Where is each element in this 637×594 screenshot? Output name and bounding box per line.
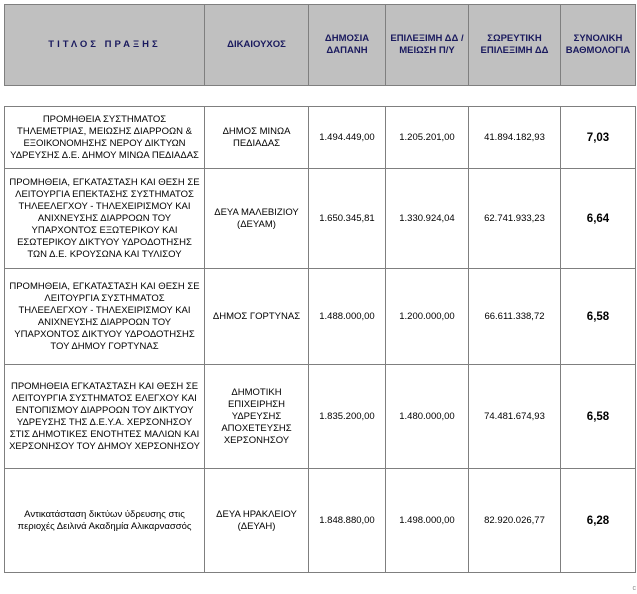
header-cumulative-eligible: ΣΩΡΕΥΤΙΚΗ ΕΠΙΛΕΞΙΜΗ ΔΔ [469,5,561,86]
row-cumulative-eligible: 66.611.338,72 [469,269,561,365]
row-score: 6,58 [561,269,636,365]
row-title: ΠΡΟΜΗΘΕΙΑ ΣΥΣΤΗΜΑΤΟΣ ΤΗΛΕΜΕΤΡΙΑΣ, ΜΕΙΩΣΗΣ ΔΙΑΡΡΟΩΝ & ΕΞΟΙΚΟΝΟΜΗΣΗΣ ΝΕΡΟΥ ΔΙΚΤΥΩΝ ΥΔΡΕΥΣΗΣ Δ.Ε. ΔΗΜΟΥ ΜΙΝΩΑ ΠΕΔΙΑΔΑΣ [5,107,205,169]
table-row [5,107,636,169]
row-score: 6,28 [561,469,636,573]
header-beneficiary: ΔΙΚΑΙΟΥΧΟΣ [205,5,309,86]
row-public-expense: 1.488.000,00 [309,269,386,365]
row-score: 6,58 [561,365,636,469]
row-eligible-reduction: 1.330.924,04 [386,169,469,269]
row-eligible-reduction: 1.498.000,00 [386,469,469,573]
row-title: ΠΡΟΜΗΘΕΙΑ ΕΓΚΑΤΑΣΤΑΣΗ ΚΑΙ ΘΕΣΗ ΣΕ ΛΕΙΤΟΥΡΓΙΑ ΣΥΣΤΗΜΑΤΟΣ ΕΛΕΓΧΟΥ ΚΑΙ ΕΝΤΟΠΙΣΜΟΥ ΔΙΑΡΡΟΩΝ ΤΟΥ ΔΙΚΤΥΟΥ ΥΔΡΕΥΣΗΣ ΤΗΣ Δ.Ε.Υ.Α. ΧΕΡΣΟΝΗΣΟΥ ΣΤΙΣ ΔΗΜΟΤΙΚΕΣ ΕΝΟΤΗΤΕΣ ΜΑΛΙΩΝ ΚΑΙ ΧΕΡΣΟΝΗΣΟΥ ΤΟΥ ΔΗΜΟΥ ΧΕΡΣΟΝΗΣΟΥ [5,365,205,469]
row-score: 6,64 [561,169,636,269]
header-row [5,5,636,86]
header-public-expense: ΔΗΜΟΣΙΑ ΔΑΠΑΝΗ [309,5,386,86]
row-cumulative-eligible: 41.894.182,93 [469,107,561,169]
row-beneficiary: ΔΗΜΟΤΙΚΗ ΕΠΙΧΕΙΡΗΣΗ ΥΔΡΕΥΣΗΣ ΑΠΟΧΕΤΕΥΣΗΣ ΧΕΡΣΟΝΗΣΟΥ [205,365,309,469]
row-public-expense: 1.494.449,00 [309,107,386,169]
header-total-score: ΣΥΝΟΛΙΚΗ ΒΑΘΜΟΛΟΓΙΑ [561,5,636,86]
header-eligible-reduction: ΕΠΙΛΕΞΙΜΗ ΔΔ / ΜΕΙΩΣΗ Π/Υ [386,5,469,86]
header-table [4,4,636,86]
row-public-expense: 1.835.200,00 [309,365,386,469]
row-eligible-reduction: 1.200.000,00 [386,269,469,365]
row-cumulative-eligible: 74.481.674,93 [469,365,561,469]
table-row [5,269,636,365]
row-title: Αντικατάσταση δικτύων ύδρευσης στις περιοχές Δειλινά Ακαδημία Αλικαρνασσός [5,469,205,573]
corner-mark: c [632,585,636,592]
row-cumulative-eligible: 82.920.026,77 [469,469,561,573]
table-row [5,469,636,573]
row-eligible-reduction: 1.205.201,00 [386,107,469,169]
row-public-expense: 1.650.345,81 [309,169,386,269]
row-beneficiary: ΔΕΥΑ ΗΡΑΚΛΕΙΟΥ (ΔΕΥΑΗ) [205,469,309,573]
row-title: ΠΡΟΜΗΘΕΙΑ, ΕΓΚΑΤΑΣΤΑΣΗ ΚΑΙ ΘΕΣΗ ΣΕ ΛΕΙΤΟΥΡΓΙΑ ΕΠΕΚΤΑΣΗΣ ΣΥΣΤΗΜΑΤΟΣ ΤΗΛΕΕΛΕΓΧΟΥ - ΤΗΛΕΧΕΙΡΙΣΜΟΥ ΚΑΙ ΑΝΙΧΝΕΥΣΗΣ ΔΙΑΡΡΟΩΝ ΤΟΥ ΥΠΑΡΧΟΝΤΟΣ ΕΞΩΤΕΡΙΚΟΥ ΚΑΙ ΕΣΩΤΕΡΙΚΟΥ ΔΙΚΤΥΟΥ ΥΔΡΟΔΟΤΗΣΗΣ ΤΩΝ Δ.Ε. ΚΡΟΥΣΩΝΑ ΚΑΙ ΤΥΛΙΣΟΥ [5,169,205,269]
row-eligible-reduction: 1.480.000,00 [386,365,469,469]
row-title: ΠΡΟΜΗΘΕΙΑ, ΕΓΚΑΤΑΣΤΑΣΗ ΚΑΙ ΘΕΣΗ ΣΕ ΛΕΙΤΟΥΡΓΙΑ ΣΥΣΤΗΜΑΤΟΣ ΤΗΛΕΕΛΕΓΧΟΥ - ΤΗΛΕΧΕΙΡΙΣΜΟΥ ΚΑΙ ΑΝΙΧΝΕΥΣΗΣ ΔΙΑΡΡΟΩΝ ΤΟΥ ΥΠΑΡΧΟΝΤΟΣ ΔΙΚΤΥΟΥ ΥΔΡΟΔΟΤΗΣΗΣ ΤΟΥ ΔΗΜΟΥ ΓΟΡΤΥΝΑΣ [5,269,205,365]
header-title: ΤΙΤΛΟΣ ΠΡΑΞΗΣ [5,5,205,86]
row-public-expense: 1.848.880,00 [309,469,386,573]
projects-table [4,106,636,573]
row-beneficiary: ΔΗΜΟΣ ΜΙΝΩΑ ΠΕΔΙΑΔΑΣ [205,107,309,169]
table-row [5,169,636,269]
row-beneficiary: ΔΗΜΟΣ ΓΟΡΤΥΝΑΣ [205,269,309,365]
table-row [5,365,636,469]
row-cumulative-eligible: 62.741.933,23 [469,169,561,269]
row-score: 7,03 [561,107,636,169]
row-beneficiary: ΔΕΥΑ ΜΑΛΕΒΙΖΙΟΥ (ΔΕΥΑΜ) [205,169,309,269]
